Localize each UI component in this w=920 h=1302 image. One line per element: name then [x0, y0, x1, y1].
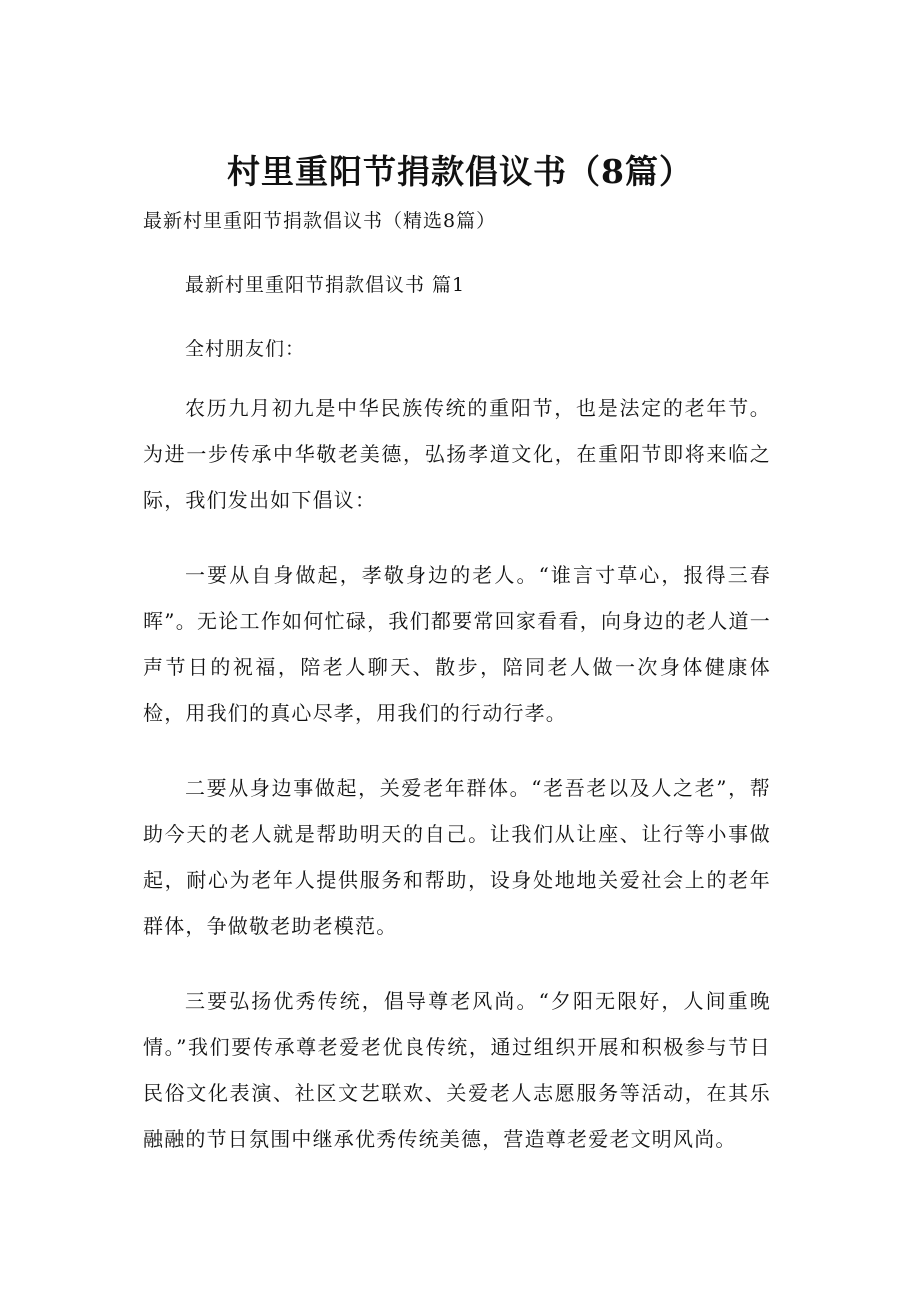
paragraph-point-3: 三要弘扬优秀传统，倡导尊老风尚。“夕阳无限好，人间重晚情。”我们要传承尊老爱老优良传统，通过组织开展和积极参与节日民俗文化表演、社区文艺联欢、关爱老人志愿服务等活动，在其乐融融的节日氛围中继承优秀传统美德，营造尊老爱老文明风尚。 [143, 989, 771, 1151]
document-subtitle: 最新村里重阳节捐款倡议书（精选8篇） [143, 210, 497, 232]
paragraph-intro: 农历九月初九是中华民族传统的重阳节，也是法定的老年节。为进一步传承中华敬老美德，弘扬孝道文化，在重阳节即将来临之际，我们发出如下倡议： [143, 396, 771, 512]
salutation: 全村朋友们： [185, 338, 306, 360]
section-heading: 最新村里重阳节捐款倡议书 篇1 [185, 274, 466, 296]
document-title: 村里重阳节捐款倡议书（8篇） [227, 152, 693, 191]
paragraph-point-1: 一要从自身做起，孝敬身边的老人。“谁言寸草心，报得三春晖”。无论工作如何忙碌，我们都要常回家看看，向身边的老人道一声节日的祝福，陪老人聊天、散步，陪同老人做一次身体健康体检，用我们的真心尽孝，用我们的行动行孝。 [143, 563, 771, 725]
paragraph-point-2: 二要从身边事做起，关爱老年群体。“老吾老以及人之老”，帮助今天的老人就是帮助明天的自己。让我们从让座、让行等小事做起，耐心为老年人提供服务和帮助，设身处地地关爱社会上的老年群体，争做敬老助老模范。 [143, 776, 771, 938]
